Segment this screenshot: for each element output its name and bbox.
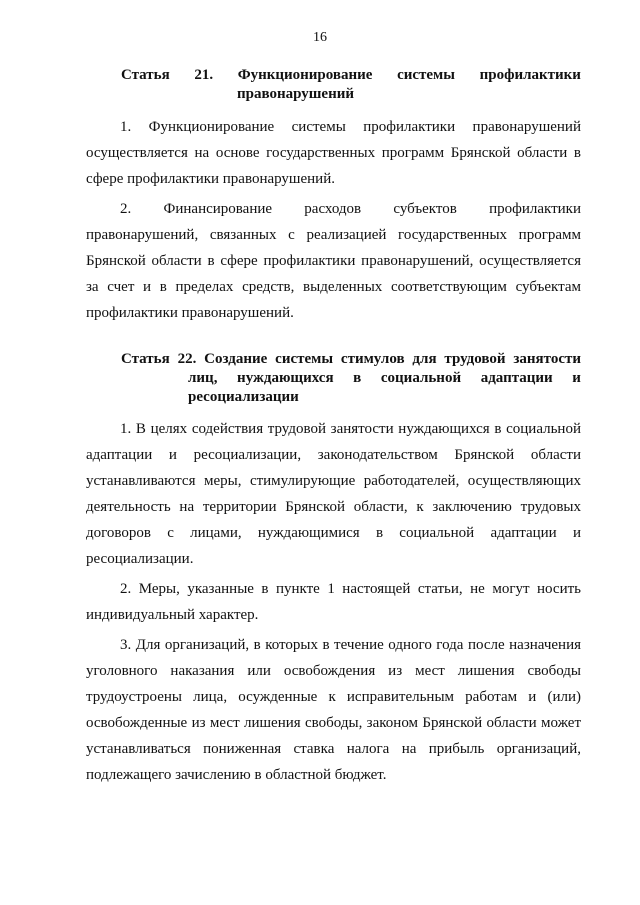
heading-word: адаптации: [480, 370, 553, 386]
heading-word: в: [353, 370, 362, 386]
heading-word: Статья: [121, 67, 170, 83]
heading-word: системы: [397, 67, 455, 83]
heading-word: нуждающихся: [237, 370, 334, 386]
article-21-heading: [121, 66, 581, 104]
heading-word: Функционирование: [237, 67, 373, 83]
article-22-heading-line-3: ресоциализации: [188, 389, 299, 405]
article-22-body: [86, 416, 581, 792]
article-22-heading-line-2-wrap: [121, 369, 581, 407]
heading-word: лиц,: [188, 370, 218, 386]
article-22-heading-line-2: [188, 369, 581, 388]
article-22-heading-line-1: Статья 22. Создание системы стимулов для трудовой занятости: [121, 351, 581, 367]
article-21-body: [86, 114, 581, 330]
article-21-paragraph-2: 2. Финансирование расходов субъектов профилактики правонарушений, связанных с реализацией государственных программ Брянской области в сфере профилактики правонарушений, осуществляется за счет и в пределах средств, выделенных соответствующим субъектам профилактики правонарушений.: [86, 201, 581, 321]
article-21-heading-line-2: правонарушений: [237, 86, 355, 102]
article-21-paragraph-1: 1. Функционирование системы профилактики правонарушений осуществляется на основе государственных программ Брянской области в сфере профилактики правонарушений.: [86, 119, 581, 187]
heading-word: 21.: [194, 67, 214, 83]
heading-word: и: [572, 370, 581, 386]
page-number: 16: [313, 30, 327, 45]
heading-word: профилактики: [479, 67, 581, 83]
article-21-heading-line-1: [121, 66, 581, 85]
article-22-paragraph-3: 3. Для организаций, в которых в течение одного года после назначения уголовного наказания или освобождения из мест лишения свободы трудоустроены лица, осужденные к исправительным работам и (или) освобожденные из мест лишения свободы, законом Брянской области может устанавливаться пониженная ставка налога на прибыль организаций, подлежащего зачислению в областной бюджет.: [86, 637, 581, 783]
heading-word: социальной: [380, 370, 462, 386]
article-22-heading: [121, 350, 581, 407]
article-22-paragraph-2: 2. Меры, указанные в пункте 1 настоящей статьи, не могут носить индивидуальный характер.: [86, 581, 581, 623]
article-22-paragraph-1: 1. В целях содействия трудовой занятости нуждающихся в социальной адаптации и ресоциализации, законодательством Брянской области устанавливаются меры, стимулирующие работодателей, осуществляющих деятельность на территории Брянской области, к заключению трудовых договоров с лицами, нуждающимися в социальной адаптации и ресоциализации.: [86, 421, 581, 567]
